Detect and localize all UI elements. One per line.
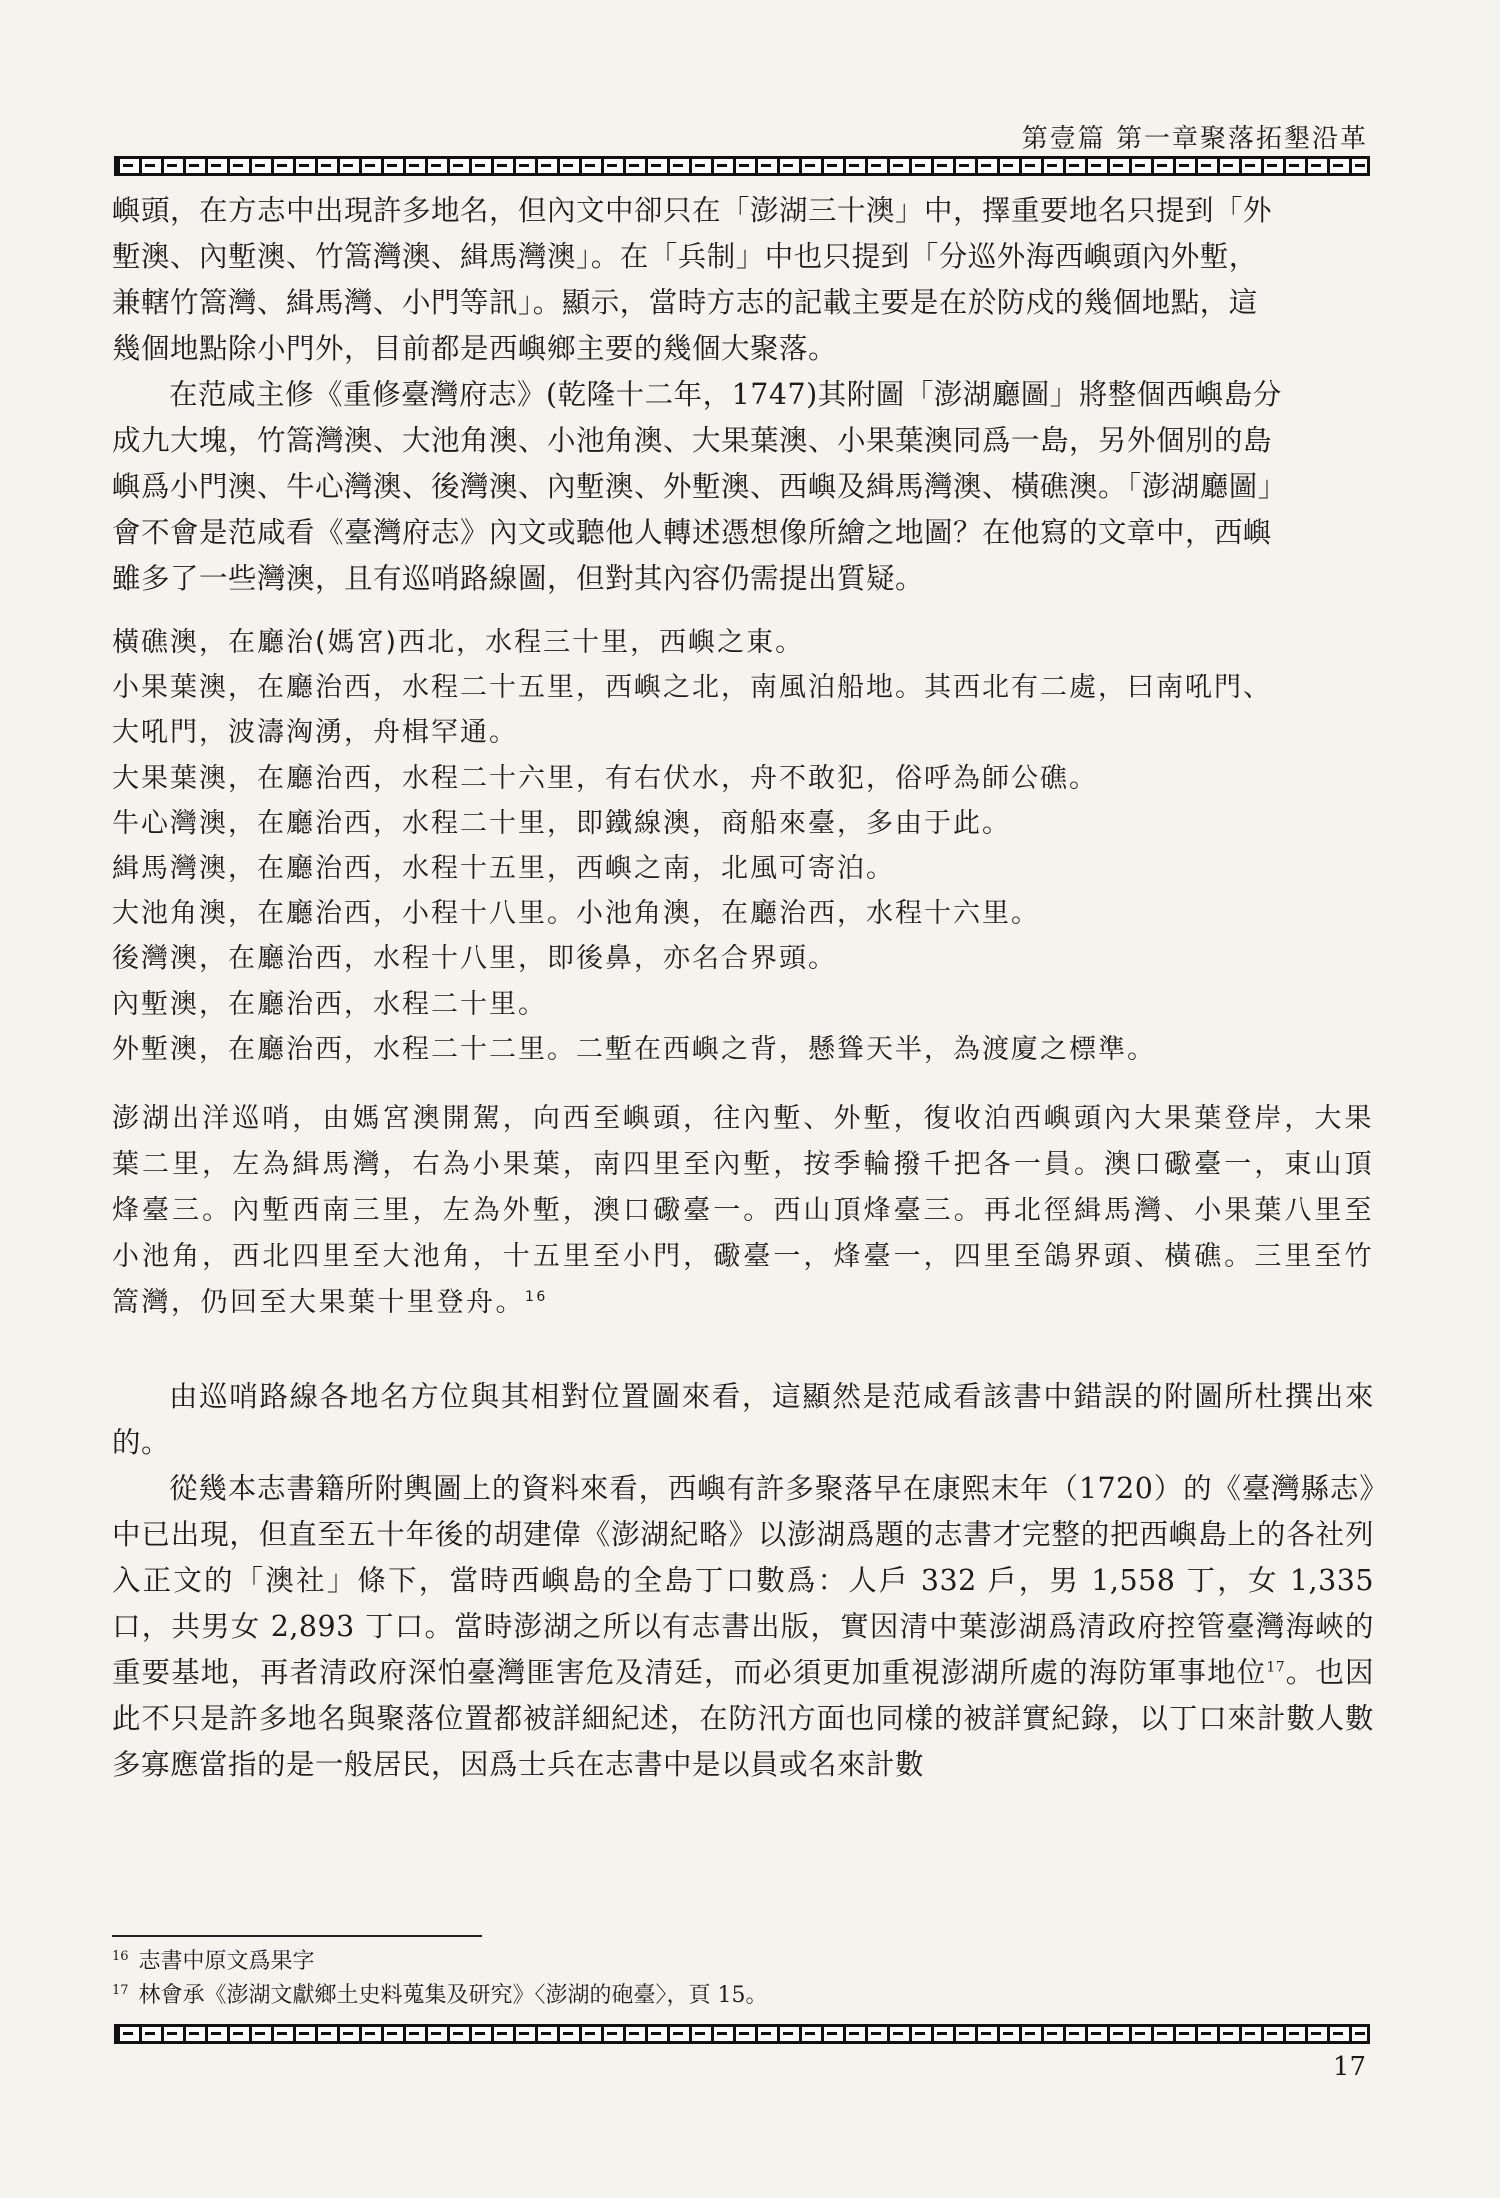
text-line: 嶼爲小門澳、牛心灣澳、後灣澳、內塹澳、外塹澳、西嶼及緝馬灣澳、橫礁澳。「澎湖廳圖」 — [112, 470, 1287, 503]
quote-line: 橫礁澳，在廳治(媽宮)西北，水程三十里，西嶼之東。 — [112, 627, 805, 658]
paragraph-3: 由巡哨路線各地名方位與其相對位置圖來看，這顯然是范咸看該書中錯誤的附圖所杜撰出來的。 — [112, 1380, 1374, 1460]
quote-line: 小果葉澳，在廳治西，水程二十五里，西嶼之北，南風泊船地。其西北有二處，曰南吼門、 — [112, 672, 1272, 704]
footnote-text: 志書中原文爲果字 — [138, 1949, 315, 1974]
text-line: 兼轄竹篙灣、緝馬灣、小門等訊」。顯示，當時方志的記載主要是在於防戍的幾個地點，這 — [112, 286, 1258, 319]
route-text: 澎湖出洋巡哨，由媽宮澳開駕，向西至嶼頭，往內塹、外塹，復收泊西嶼頭內大果葉登岸，大果葉二里，左為緝馬灣，右為小果葉，南四里至內塹，按季輪撥千把各一員。澳口礮臺一，東山頂烽臺三。內塹西南三里，左為外塹，澳口礮臺一。西山頂烽臺三。再北徑緝馬灣、小果葉八里至小池角，西北四里至大池角，十五里至小門，礮臺一，烽臺一，四里至鴿界頭、橫礁。三里至竹篙灣，仍回至大果葉十里登舟。 — [112, 1103, 1374, 1319]
paragraph-2 — [112, 372, 1374, 602]
quote-line: 外塹澳，在廳治西，水程二十二里。二塹在西嶼之背，懸聳天半，為渡廈之標準。 — [112, 1033, 1156, 1065]
footnote-ref-16: 16 — [525, 1289, 548, 1306]
footnote-text: 林會承《澎湖文獻鄉土史料蒐集及研究》〈澎湖的砲臺〉，頁 15。 — [138, 1983, 768, 2008]
para4-text-a: 從幾本志書籍所附輿圖上的資料來看，西嶼有許多聚落早在康熙末年（1720）的《臺灣縣志》中已出現，但直至五十年後的胡建偉《澎湖紀略》以澎湖爲題的志書才完整的把西嶼島上的各社列入正文的「澳社」條下，當時西嶼島的全島丁口數爲：人戶 332 戶，男 1,558 丁，女 1,335 口，共男女 2,893 丁口。當時澎湖之所以有志書出版，實因清中葉澎湖爲清政府控管臺灣海峽的重要基地，再者清政府深怕臺灣匪害危及清廷，而必須更加重視澎湖所處的海防軍事地位 — [112, 1472, 1374, 1690]
decorative-border-bottom — [114, 2024, 1370, 2044]
footnote-number: 16 — [112, 1948, 129, 1964]
page-body — [112, 188, 1374, 1788]
quoted-harbor-list — [112, 620, 1374, 1072]
page-number: 17 — [1332, 2052, 1366, 2082]
footnotes — [112, 1945, 1362, 2013]
text-line: 會不會是范咸看《臺灣府志》內文或聽他人轉述憑想像所繪之地圖？在他寫的文章中，西嶼 — [112, 516, 1273, 549]
text-line: 雖多了一些灣澳，且有巡哨路線圖，但對其內容仍需提出質疑。 — [112, 562, 925, 595]
decorative-border-top — [114, 156, 1370, 176]
footnote-17 — [112, 1979, 1362, 2013]
footnote-rule — [112, 1935, 482, 1937]
running-header: 第壹篇 第一章聚落拓墾沿革 — [1021, 124, 1368, 154]
text-line: 塹澳、內塹澳、竹篙灣澳、緝馬灣澳」。在「兵制」中也只提到「分巡外海西嶼頭內外塹， — [112, 240, 1258, 273]
quote-line: 內塹澳，在廳治西，水程二十里。 — [112, 988, 547, 1020]
text-line: 成九大塊，竹篙灣澳、大池角澳、小池角澳、大果葉澳、小果葉澳同爲一島，另外個別的島 — [112, 424, 1273, 457]
quote-line: 大果葉澳，在廳治西，水程二十六里，有右伏水，舟不敢犯，俗呼為師公礁。 — [112, 762, 1098, 794]
footnote-number: 17 — [112, 1982, 129, 1998]
text-line: 嶼頭，在方志中出現許多地名，但內文中卻只在「澎湖三十澳」中，擇重要地名只提到「外 — [112, 194, 1273, 227]
footnote-ref-17: 17 — [1266, 1659, 1286, 1676]
quoted-patrol-route — [112, 1096, 1374, 1326]
paragraph-4 — [112, 1466, 1374, 1788]
quote-line: 大池角澳，在廳治西，小程十八里。小池角澳，在廳治西，水程十六里。 — [112, 898, 1040, 930]
para4-text-b: 。也因此不只是許多地名與聚落位置都被詳細紀述，在防汛方面也同樣的被詳實紀錄，以丁口來計數人數多寡應當指的是一般居民，因爲士兵在志書中是以員或名來計數 — [112, 1656, 1374, 1782]
quote-line: 牛心灣澳，在廳治西，水程二十里，即鐵線澳，商船來臺，多由于此。 — [112, 807, 1011, 839]
text-line: 在范咸主修《重修臺灣府志》(乾隆十二年，1747)其附圖「澎湖廳圖」將整個西嶼島分 — [169, 378, 1282, 411]
footnote-16 — [112, 1945, 1362, 1979]
quote-line: 後灣澳，在廳治西，水程十八里，即後鼻，亦名合界頭。 — [112, 943, 837, 975]
paragraph-1 — [112, 188, 1374, 372]
quote-line: 大吼門，波濤洶湧，舟楫罕通。 — [112, 717, 518, 749]
quote-line: 緝馬灣澳，在廳治西，水程十五里，西嶼之南，北風可寄泊。 — [112, 853, 895, 885]
text-line: 幾個地點除小門外，目前都是西嶼鄉主要的幾個大聚落。 — [112, 332, 838, 365]
